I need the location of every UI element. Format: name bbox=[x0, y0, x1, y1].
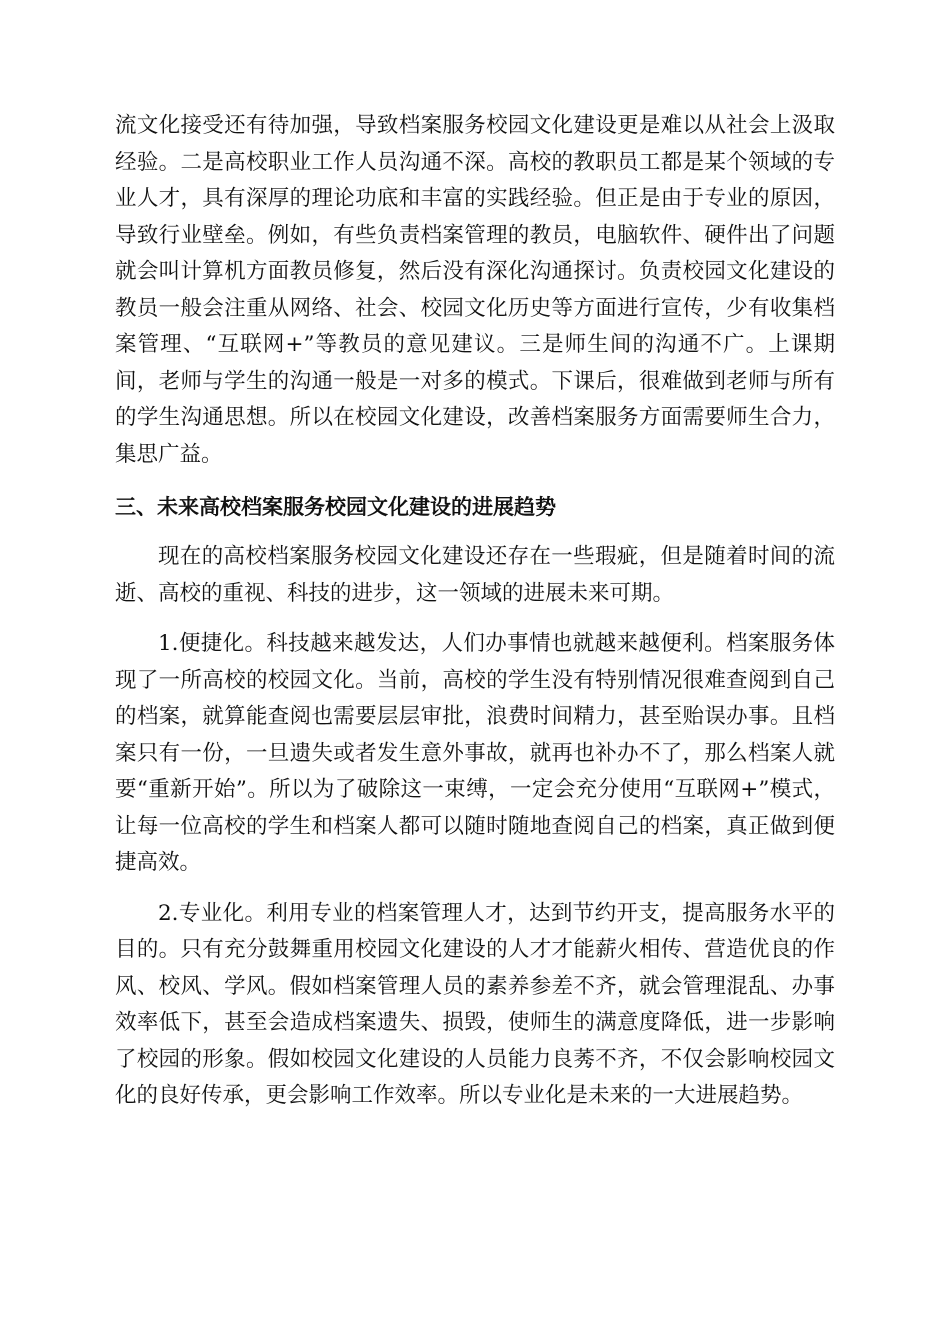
document-page bbox=[115, 108, 835, 1115]
body-paragraph-4: 2.专业化。利用专业的档案管理人才，达到节约开支，提高服务水平的目的。只有充分鼓舞重用校园文化建设的人才才能薪火相传、营造优良的作风、校风、学风。假如档案管理人员的素养参差不齐，就会管理混乱、办事效率低下，甚至会造成档案遗失、损毁，使师生的满意度降低，进一步影响了校园的形象。假如校园文化建设的人员能力良莠不齐，不仅会影响校园文化的良好传承，更会影响工作效率。所以专业化是未来的一大进展趋势。 bbox=[115, 900, 835, 1108]
section-heading: 三、未来高校档案服务校园文化建设的进展趋势 bbox=[115, 495, 556, 519]
body-paragraph-2: 现在的高校档案服务校园文化建设还存在一些瑕疵，但是随着时间的流逝、高校的重视、科技的进步，这一领域的进展未来可期。 bbox=[115, 544, 835, 606]
body-paragraph-3: 1.便捷化。科技越来越发达，人们办事情也就越来越便利。档案服务体现了一所高校的校园文化。当前，高校的学生没有特别情况很难查阅到自己的档案，就算能查阅也需要层层审批，浪费时间精力，甚至贻误办事。且档案只有一份，一旦遗失或者发生意外事故，就再也补办不了，那么档案人就要“重新开始”。所以为了破除这一束缚，一定会充分使用“互联网+”模式，让每一位高校的学生和档案人都可以随时随地查阅自己的档案，真正做到便捷高效。 bbox=[115, 631, 835, 875]
body-paragraph-1: 流文化接受还有待加强，导致档案服务校园文化建设更是难以从社会上汲取经验。二是高校职业工作人员沟通不深。高校的教职员工都是某个领域的专业人才，具有深厚的理论功底和丰富的实践经验。但正是由于专业的原因，导致行业壁垒。例如，有些负责档案管理的教员，电脑软件、硬件出了问题就会叫计算机方面教员修复，然后没有深化沟通探讨。负责校园文化建设的教员一般会注重从网络、社会、校园文化历史等方面进行宣传，少有收集档案管理、“互联网+”等教员的意见建议。三是师生间的沟通不广。上课期间，老师与学生的沟通一般是一对多的模式。下课后，很难做到老师与所有的学生沟通思想。所以在校园文化建设，改善档案服务方面需要师生合力，集思广益。 bbox=[115, 113, 835, 467]
